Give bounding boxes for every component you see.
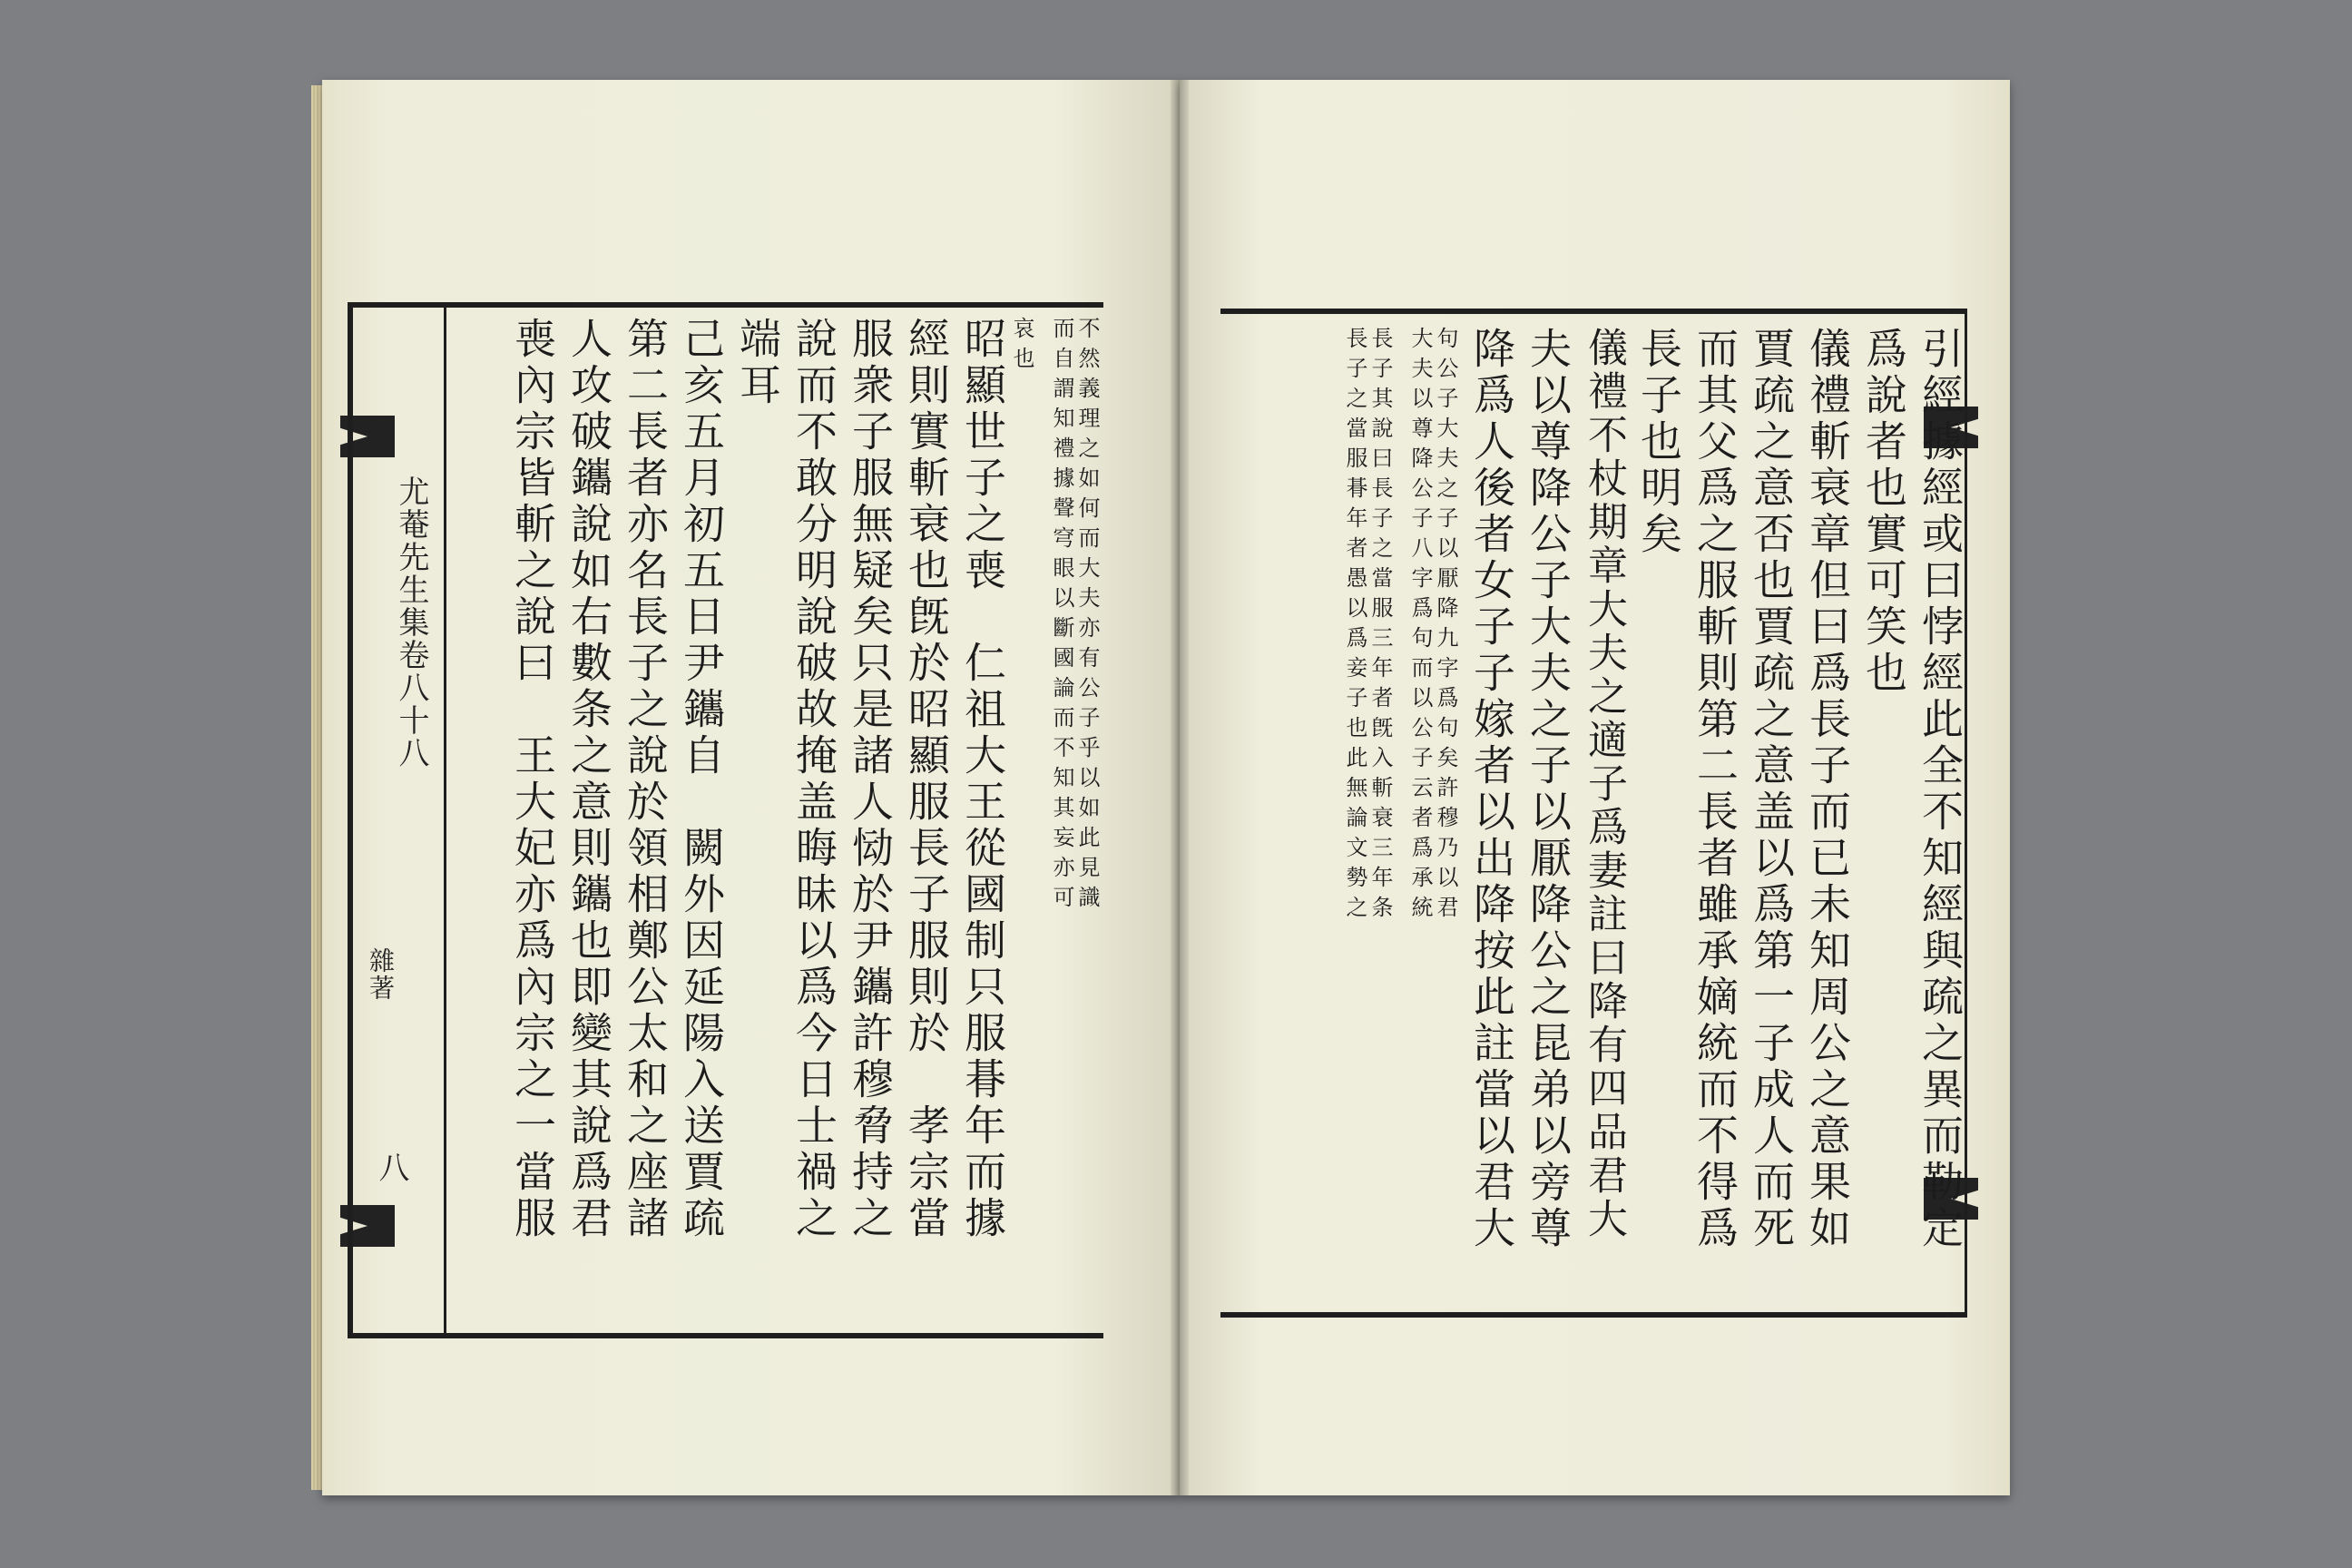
text-column: 服衆子服無疑矣只是諸人恸於尹鑴許穆脅持之 xyxy=(846,317,895,1242)
text-column: 人攻破鑴說如右數条之意則鑴也即變其說爲君 xyxy=(564,317,613,1242)
annotation-double-column xyxy=(1340,327,1391,1307)
left-text-frame xyxy=(348,302,1103,1338)
text-column: 己亥五月初五日尹鑴自 闕外因延陽入送賈疏 xyxy=(677,317,726,1242)
left-text-area xyxy=(497,317,1098,1324)
text-column: 喪內宗皆斬之說曰 王大妃亦爲內宗之一當服 xyxy=(508,317,557,1242)
annotation-line: 長子其說曰長子之當服三年者旣入斬衰三年条 xyxy=(1367,327,1393,926)
annotation-double-column xyxy=(1406,327,1456,1307)
text-column: 說而不敢分明說破故掩盖晦昧以爲今日士禍之 xyxy=(789,317,838,1242)
text-column: 降爲人後者女子子嫁者以出降按此註當以君大 xyxy=(1467,327,1516,1252)
text-column: 第二長者亦名長子之說於領相鄭公太和之座諸 xyxy=(621,317,670,1242)
left-page xyxy=(322,80,1180,1495)
annotation-line: 長子之當服朞年者愚以爲妾子也此無論文勢之 xyxy=(1342,327,1367,926)
banxin-page-number: 八 xyxy=(373,1152,409,1182)
text-column: 端耳 xyxy=(733,317,782,409)
text-column: 昭顯世子之喪 仁祖大王從國制只服朞年而據 xyxy=(958,317,1007,1242)
text-column: 爲說者也實可笑也 xyxy=(1859,327,1908,697)
annotation-line: 句公子大夫之子以厭降九字爲句矣許穆乃以君 xyxy=(1433,327,1458,926)
text-column: 夫以尊降公子大夫之子以厭降公之昆弟以旁尊 xyxy=(1524,327,1573,1252)
book-gutter xyxy=(1171,80,1189,1495)
banxin-center-column xyxy=(350,308,446,1333)
annotation-column: 哀也 xyxy=(1009,317,1034,377)
banxin-section: 雜著 xyxy=(366,947,396,1002)
right-text-frame xyxy=(1220,309,1967,1318)
annotation-line: 大夫以尊降公子八字爲句而以公子云者爲承統 xyxy=(1407,327,1433,926)
text-column: 長子也明矣 xyxy=(1634,327,1683,558)
open-book xyxy=(322,80,2010,1495)
annotation-line: 而自謂知禮據聲穹眼以斷國論而不知其妄亦可 xyxy=(1049,317,1074,916)
text-column: 經則實斬衰也旣於昭顯服長子服則於 孝宗當 xyxy=(902,317,951,1242)
right-page xyxy=(1180,80,2010,1495)
text-column: 儀禮不杖期章大夫之適子爲妻註曰降有四品君大 xyxy=(1581,327,1627,1241)
text-column: 引經據經或曰悖經此全不知經與疏之異而勒定 xyxy=(1916,327,1965,1252)
right-text-area xyxy=(1326,327,1965,1307)
text-column: 儀禮斬衰章但曰爲長子而已未知周公之意果如 xyxy=(1803,327,1852,1252)
annotation-line: 不然義理之如何而大夫亦有公子乎以如此見識 xyxy=(1074,317,1100,916)
text-column: 而其父爲之服斬則第二長者雖承嫡統而不得爲 xyxy=(1690,327,1740,1252)
banxin-title: 尤菴先生集卷八十八 xyxy=(393,475,429,769)
annotation-double-column xyxy=(1047,317,1098,1324)
text-column: 賈疏之意否也賈疏之意盖以爲第一子成人而死 xyxy=(1747,327,1796,1252)
